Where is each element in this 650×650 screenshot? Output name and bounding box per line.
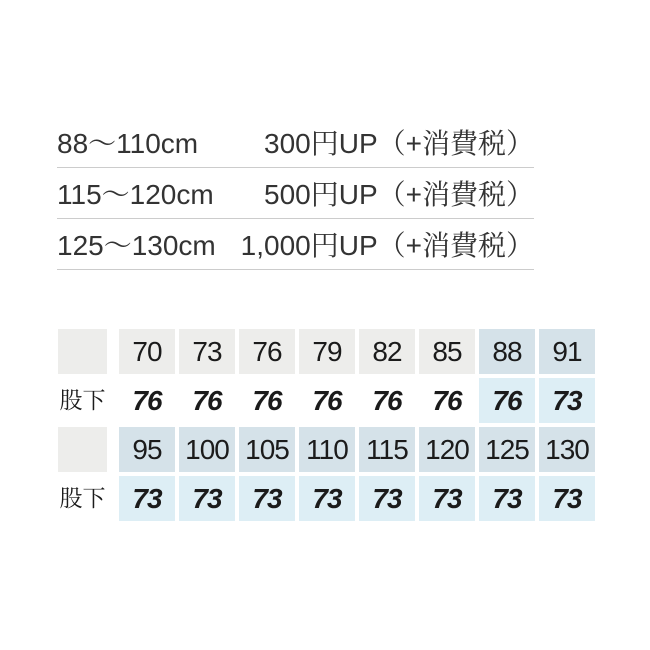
size-header-cell: 95 [119, 427, 175, 472]
price-up-text: 500円UP（+消費税） [264, 179, 534, 210]
price-row [57, 168, 534, 219]
size-range-text: 115〜120cm [57, 179, 214, 210]
size-header-row-2 [58, 427, 595, 472]
price-notes-block [57, 117, 534, 270]
price-row [57, 219, 534, 270]
inseam-label-cell: 股下 [58, 378, 107, 423]
size-header-row-1 [58, 329, 595, 374]
inseam-value-cell: 76 [419, 378, 475, 423]
inseam-value-cell: 73 [299, 476, 355, 521]
inseam-value-cell: 73 [359, 476, 415, 521]
spacer-cell [111, 329, 115, 374]
size-header-cell: 70 [119, 329, 175, 374]
size-header-cell: 79 [299, 329, 355, 374]
inseam-value-cell: 73 [179, 476, 235, 521]
size-header-cell: 82 [359, 329, 415, 374]
price-up-text: 300円UP（+消費税） [264, 128, 534, 159]
size-range-text: 88〜110cm [57, 128, 199, 159]
corner-cell [58, 427, 107, 472]
size-header-cell: 130 [539, 427, 595, 472]
inseam-value-cell: 73 [539, 476, 595, 521]
size-header-cell: 110 [299, 427, 355, 472]
size-header-cell-highlight: 91 [539, 329, 595, 374]
size-header-cell: 115 [359, 427, 415, 472]
price-up-text: 1,000円UP（+消費税） [240, 230, 534, 261]
inseam-value-cell: 76 [359, 378, 415, 423]
inseam-value-cell-highlight: 73 [539, 378, 595, 423]
size-header-cell: 105 [239, 427, 295, 472]
inseam-label-cell: 股下 [58, 476, 107, 521]
inseam-row-2 [58, 476, 595, 521]
size-header-cell: 85 [419, 329, 475, 374]
spacer-cell [111, 427, 115, 472]
size-header-cell: 76 [239, 329, 295, 374]
spacer-cell [111, 378, 115, 423]
size-header-cell: 125 [479, 427, 535, 472]
price-row [57, 117, 534, 168]
inseam-value-cell: 76 [239, 378, 295, 423]
inseam-value-cell: 76 [299, 378, 355, 423]
inseam-value-cell: 73 [119, 476, 175, 521]
size-range-text: 125〜130cm [57, 230, 216, 261]
inseam-row-1 [58, 378, 595, 423]
inseam-value-cell: 76 [179, 378, 235, 423]
inseam-value-cell-highlight: 76 [479, 378, 535, 423]
corner-cell [58, 329, 107, 374]
size-header-cell-highlight: 88 [479, 329, 535, 374]
size-chart-table [54, 325, 599, 525]
inseam-value-cell: 73 [419, 476, 475, 521]
inseam-value-cell: 73 [239, 476, 295, 521]
inseam-value-cell: 76 [119, 378, 175, 423]
inseam-value-cell: 73 [479, 476, 535, 521]
size-header-cell: 100 [179, 427, 235, 472]
spacer-cell [111, 476, 115, 521]
size-header-cell: 73 [179, 329, 235, 374]
size-header-cell: 120 [419, 427, 475, 472]
